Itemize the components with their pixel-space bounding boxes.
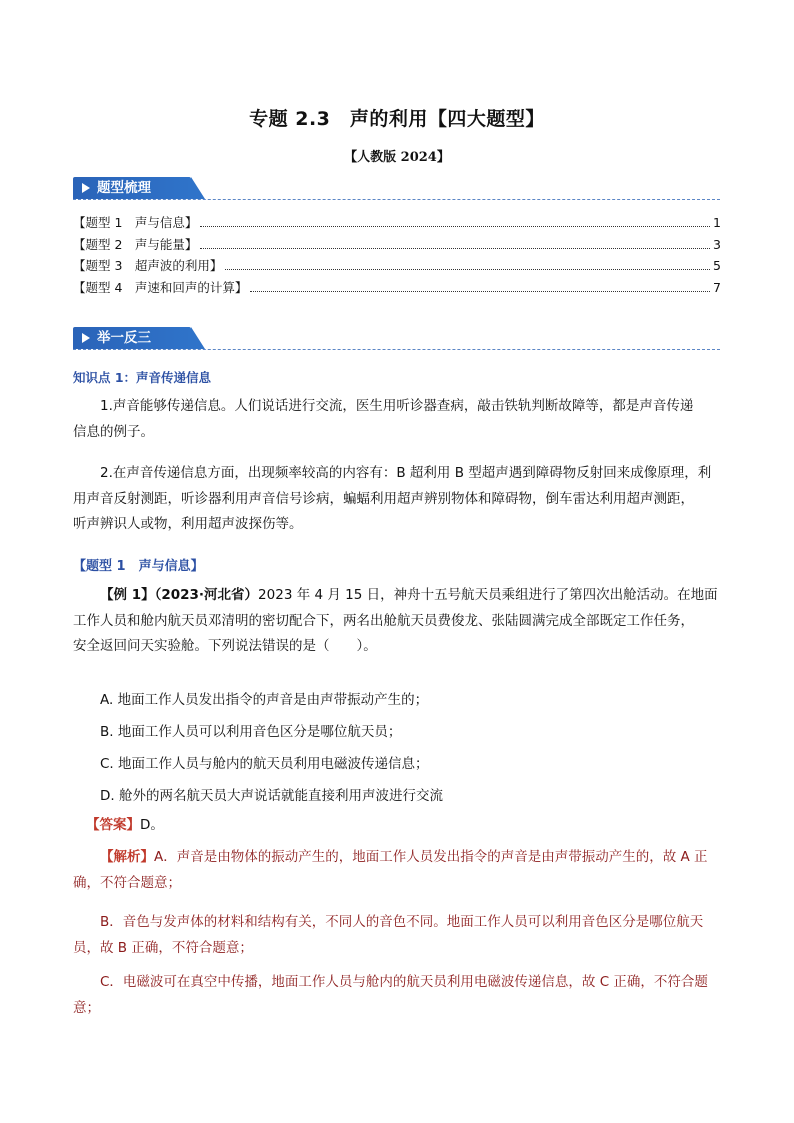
toc-leader-dots	[225, 269, 710, 270]
toc-entry[interactable]	[73, 256, 721, 278]
section-label: 举一反三	[97, 330, 151, 346]
analysis-b: B．音色与发声体的材料和结构有关，不同人的音色不同。地面工作人员可以利用音色区分是哪位航天 员，故 B 正确，不符合题意；	[73, 914, 704, 956]
knowledge-paragraph-1: 1.声音能够传递信息。人们说话进行交流，医生用听诊器查病，敲击铁轨判断故障等，都是声音传递 信息的例子。	[73, 398, 694, 440]
option-d: D. 舱外的两名航天员大声说话就能直接利用声波进行交流	[100, 788, 443, 804]
toc-entry[interactable]	[73, 213, 721, 235]
option-c: C. 地面工作人员与舱内的航天员利用电磁波传递信息；	[100, 756, 429, 772]
toc-label: 【题型 4 声速和回声的计算】	[73, 279, 248, 295]
analysis-a: 【解析】A．声音是由物体的振动产生的，地面工作人员发出指令的声音是由声带振动产生的，故 A 正 确，不符合题意；	[73, 849, 708, 891]
knowledge-point-heading: 知识点 1：声音传递信息	[73, 370, 212, 385]
knowledge-paragraph-2: 2.在声音传递信息方面，出现频率较高的内容有：B 超利用 B 型超声遇到障碍物反射回来成像原理，利 用声音反射测距，听诊器利用声音信号诊病，蝙蝠利用超声辨别物体和障碍物，倒车雷达利用超声测距， 听声辨识人或物，利用超声波探伤等。	[73, 465, 712, 532]
toc-leader-dots	[250, 291, 710, 292]
page-title: 专题 2.3 声的利用【四大题型】	[249, 108, 545, 130]
answer-tag: 【答案】	[86, 817, 140, 833]
option-b: B. 地面工作人员可以利用音色区分是哪位航天员；	[100, 724, 402, 740]
option-a: A. 地面工作人员发出指令的声音是由声带振动产生的；	[100, 692, 429, 708]
section-banner-examples	[73, 327, 203, 349]
dashed-divider	[73, 349, 720, 350]
toc-label: 【题型 2 声与能量】	[73, 236, 198, 252]
question-type-heading: 【题型 1 声与信息】	[73, 559, 204, 574]
table-of-contents	[73, 213, 721, 299]
play-arrow-icon	[82, 333, 90, 343]
play-arrow-icon	[82, 183, 90, 193]
toc-leader-dots	[200, 226, 710, 227]
toc-leader-dots	[200, 248, 710, 249]
toc-label: 【题型 1 声与信息】	[73, 215, 198, 230]
section-label: 题型梳理	[97, 180, 151, 196]
analysis-c: C．电磁波可在真空中传播，地面工作人员与舱内的航天员利用电磁波传递信息，故 C 正确，不符合题 意；	[73, 974, 708, 1016]
toc-page-number: 1	[713, 215, 721, 230]
toc-page-number: 5	[713, 258, 721, 273]
dashed-divider	[73, 199, 720, 200]
analysis-tag: 【解析】	[100, 849, 154, 865]
answer-value: D。	[140, 817, 164, 833]
example-tag: 【例 1】	[100, 587, 155, 603]
toc-label: 【题型 3 超声波的利用】	[73, 258, 223, 273]
toc-entry[interactable]	[73, 235, 721, 257]
example-source: （2023·河北省）	[154, 587, 259, 603]
toc-page-number: 7	[713, 279, 721, 295]
page-subtitle: 【人教版 2024】	[344, 150, 450, 165]
toc-page-number: 3	[713, 236, 721, 252]
example-question: 【例 1】（2023·河北省）2023 年 4 月 15 日，神舟十五号航天员乘组进行了第四次出舱活动。在地面 工作人员和舱内航天员邓清明的密切配合下，两名出舱航天员费俊龙、张陆圆满完成全部既定工作任务， 安全返回问天实验舱。下列说法错误的是（ ）。	[73, 587, 718, 654]
answer-line	[86, 813, 716, 839]
toc-entry[interactable]	[73, 278, 721, 300]
section-banner-overview	[73, 177, 203, 199]
